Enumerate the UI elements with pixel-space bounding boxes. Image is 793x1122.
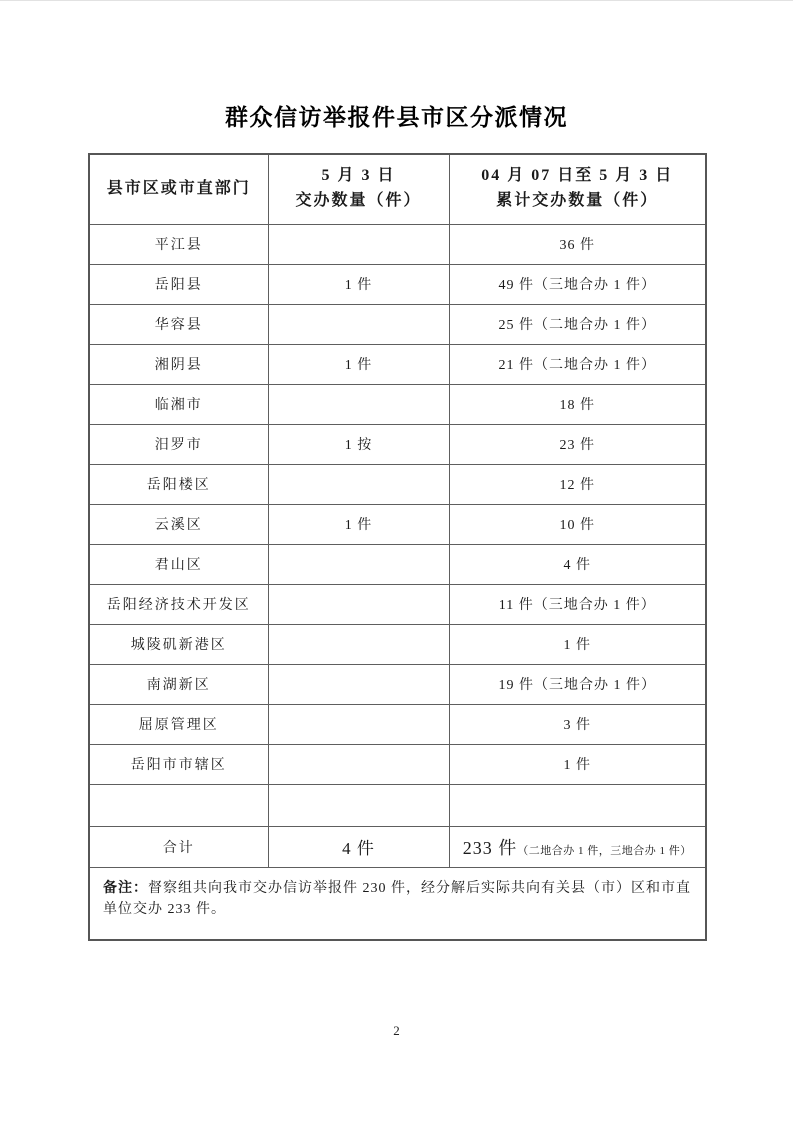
table-row: [89, 464, 706, 504]
region-cell: 岳阳经济技术开发区: [89, 584, 268, 624]
daily-cell: 1 件: [268, 504, 449, 544]
table-row: [89, 584, 706, 624]
cumulative-cell: 11 件（三地合办 1 件）: [449, 584, 706, 624]
table-row-note: [89, 867, 706, 940]
cumulative-cell: 1 件: [449, 624, 706, 664]
daily-cell: [268, 784, 449, 826]
table-row: [89, 624, 706, 664]
table-row: [89, 264, 706, 304]
cumulative-cell: 12 件: [449, 464, 706, 504]
daily-cell: [268, 704, 449, 744]
total-cumulative-value: 233 件: [462, 837, 518, 858]
cumulative-cell: 19 件（三地合办 1 件）: [449, 664, 706, 704]
cumulative-cell: 1 件: [449, 744, 706, 784]
daily-cell: [268, 584, 449, 624]
daily-cell: [268, 624, 449, 664]
header-daily: [268, 154, 449, 224]
cumulative-cell: 25 件（二地合办 1 件）: [449, 304, 706, 344]
cumulative-cell: [449, 784, 706, 826]
total-daily-cell: [268, 826, 449, 867]
region-cell: 君山区: [89, 544, 268, 584]
daily-cell: [268, 544, 449, 584]
daily-cell: [268, 664, 449, 704]
cumulative-cell: 49 件（三地合办 1 件）: [449, 264, 706, 304]
region-cell: 岳阳楼区: [89, 464, 268, 504]
cumulative-cell: 36 件: [449, 224, 706, 264]
total-cumulative-paren: （二地合办 1 件，三地合办 1 件）: [517, 844, 692, 857]
total-daily-value: 4 件: [342, 839, 375, 858]
total-label-cell: 合计: [89, 826, 268, 867]
region-cell: 岳阳市市辖区: [89, 744, 268, 784]
table-row-total: [89, 826, 706, 867]
table-row: [89, 224, 706, 264]
daily-cell: [268, 384, 449, 424]
region-cell: 平江县: [89, 224, 268, 264]
cumulative-cell: 3 件: [449, 704, 706, 744]
daily-cell: 1 按: [268, 424, 449, 464]
header-cumulative: [449, 154, 706, 224]
region-cell: 汨罗市: [89, 424, 268, 464]
header-daily-line2: 交办数量（件）: [295, 192, 422, 210]
table-row: [89, 304, 706, 344]
header-cumulative-line2: 累计交办数量（件）: [496, 192, 659, 210]
note-label: 备注：: [103, 880, 148, 896]
region-cell: 南湖新区: [89, 664, 268, 704]
distribution-table: [88, 153, 707, 941]
note-cell: [89, 867, 706, 940]
table-row: [89, 424, 706, 464]
region-cell: 岳阳县: [89, 264, 268, 304]
table-row: [89, 344, 706, 384]
cumulative-cell: 18 件: [449, 384, 706, 424]
header-daily-line1: 5 月 3 日: [321, 167, 396, 185]
table-row-empty: [89, 784, 706, 826]
daily-cell: [268, 744, 449, 784]
daily-cell: [268, 464, 449, 504]
region-cell: 云溪区: [89, 504, 268, 544]
region-cell: 临湘市: [89, 384, 268, 424]
cumulative-cell: 23 件: [449, 424, 706, 464]
table-row: [89, 384, 706, 424]
cumulative-cell: 21 件（二地合办 1 件）: [449, 344, 706, 384]
header-cumulative-line1: 04 月 07 日至 5 月 3 日: [481, 167, 674, 185]
table-row: [89, 664, 706, 704]
daily-cell: 1 件: [268, 344, 449, 384]
table-row: [89, 704, 706, 744]
daily-cell: [268, 304, 449, 344]
region-cell: 华容县: [89, 304, 268, 344]
note-text: 督察组共向我市交办信访举报件 230 件，经分解后实际共向有关县（市）区和市直单位交办 233 件。: [103, 880, 691, 918]
header-region: 县市区或市直部门: [89, 154, 268, 224]
cumulative-cell: 10 件: [449, 504, 706, 544]
cumulative-cell: 4 件: [449, 544, 706, 584]
daily-cell: [268, 224, 449, 264]
region-cell: [89, 784, 268, 826]
table-header-row: [89, 154, 706, 224]
table-row: [89, 504, 706, 544]
page-title: 群众信访举报件县市区分派情况: [225, 105, 568, 130]
region-cell: 城陵矶新港区: [89, 624, 268, 664]
region-cell: 屈原管理区: [89, 704, 268, 744]
table-row: [89, 544, 706, 584]
table-row: [89, 744, 706, 784]
total-cumulative-cell: [449, 826, 706, 867]
region-cell: 湘阴县: [89, 344, 268, 384]
daily-cell: 1 件: [268, 264, 449, 304]
page-number: 2: [393, 1023, 400, 1038]
